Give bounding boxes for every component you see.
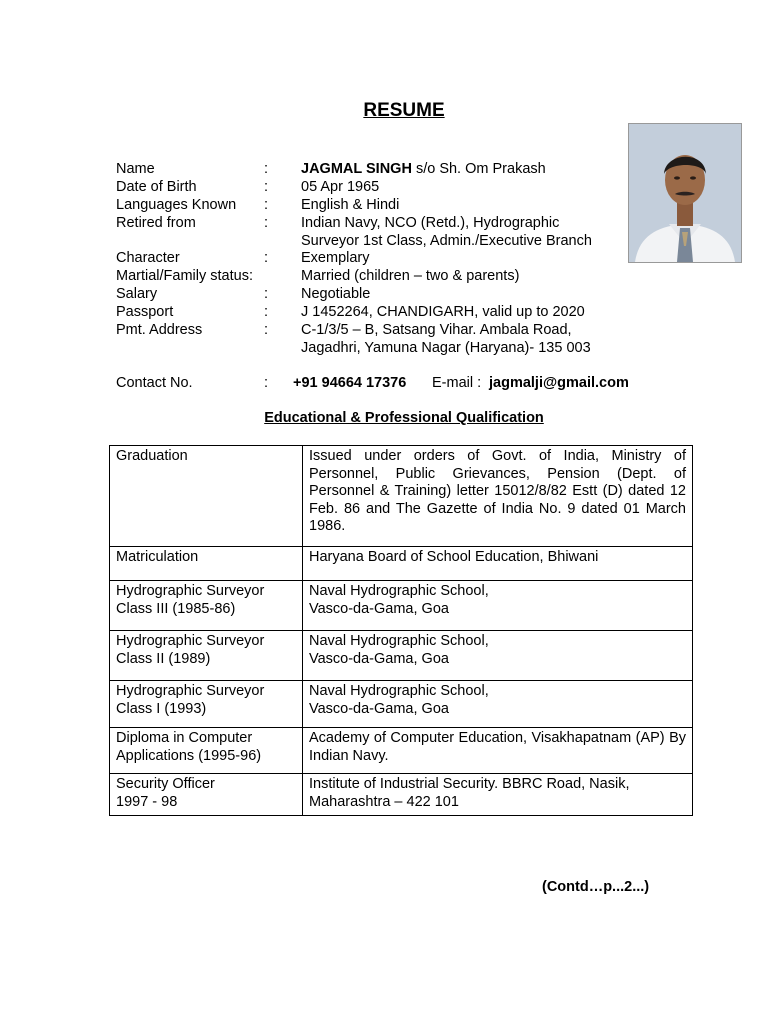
detail-line: Naval Hydrographic School, [309, 583, 489, 599]
detail-cell [303, 681, 693, 728]
course-line: Class I (1993) [116, 700, 207, 717]
contact-label: Contact No. [116, 375, 193, 391]
detail-line: Naval Hydrographic School, [309, 683, 489, 699]
course-line: Diploma in Computer [116, 730, 253, 746]
detail-cell [303, 581, 693, 631]
course-line: Class III (1985-86) [116, 600, 236, 617]
course-cell: Graduation [110, 446, 303, 547]
course-cell [110, 681, 303, 728]
passport-value: J 1452264, CHANDIGARH, valid up to 2020 [301, 304, 585, 320]
address-label: Pmt. Address [116, 322, 203, 338]
colon: : [264, 322, 269, 338]
address-value-line2: Jagadhri, Yamuna Nagar (Haryana)- 135 003 [301, 339, 591, 356]
phone-number: +91 94664 17376 [293, 375, 407, 391]
family-label: Martial/Family status: [116, 268, 253, 284]
course-cell [110, 774, 303, 816]
course-cell [110, 728, 303, 774]
address-value-line1: C-1/3/5 – B, Satsang Vihar. Ambala Road, [301, 322, 572, 338]
table-row [110, 728, 693, 774]
profile-photo [628, 123, 742, 263]
course-line: 1997 - 98 [116, 793, 178, 810]
course-line: Hydrographic Surveyor [116, 583, 265, 599]
name-rest: s/o Sh. Om Prakash [415, 161, 546, 177]
detail-cell [303, 774, 693, 816]
resume-title: RESUME [363, 100, 445, 121]
course-line: Applications (1995-96) [116, 747, 262, 764]
course-line: Security Officer [116, 776, 215, 792]
name-bold: JAGMAL SINGH [301, 161, 412, 177]
course-cell: Matriculation [110, 547, 303, 581]
table-row [110, 631, 693, 681]
table-row [110, 774, 693, 816]
retired-value-line2: Surveyor 1st Class, Admin./Executive Branch [301, 232, 592, 249]
course-cell [110, 631, 303, 681]
detail-line: Maharashtra – 422 101 [309, 793, 459, 810]
retired-label: Retired from [116, 215, 196, 231]
email-label: E-mail : [432, 375, 482, 391]
colon: : [264, 250, 269, 266]
retired-value-line1: Indian Navy, NCO (Retd.), Hydrographic [301, 215, 560, 231]
colon: : [264, 179, 269, 195]
languages-label: Languages Known [116, 197, 237, 213]
family-value: Married (children – two & parents) [301, 268, 520, 284]
course-line: Hydrographic Surveyor [116, 683, 265, 699]
course-cell [110, 581, 303, 631]
detail-line: Vasco-da-Gama, Goa [309, 700, 449, 717]
name-value [301, 161, 546, 179]
email-address: jagmalji@gmail.com [489, 375, 629, 391]
course-line: Class II (1989) [116, 650, 211, 667]
colon: : [264, 304, 269, 320]
detail-cell [303, 631, 693, 681]
detail-line: Naval Hydrographic School, [309, 633, 489, 649]
colon: : [264, 215, 269, 231]
character-label: Character [116, 250, 180, 266]
detail-line: Institute of Industrial Security. BBRC Road, Nasik, [309, 776, 630, 792]
colon: : [264, 197, 269, 213]
detail-cell: Issued under orders of Govt. of India, Ministry of Personnel, Public Grievances, Pension (Dept. of Personnel & Training) letter 15012/8/82 Estt (D) dated 12 Feb. 86 and The Gazette of India No. 9 dated 01 March 1986. [303, 446, 693, 547]
dob-value: 05 Apr 1965 [301, 179, 380, 195]
qualifications-table [109, 445, 693, 816]
detail-line: Vasco-da-Gama, Goa [309, 600, 449, 617]
detail-line: Vasco-da-Gama, Goa [309, 650, 449, 667]
qualifications-heading: Educational & Professional Qualification [264, 410, 544, 426]
languages-value: English & Hindi [301, 197, 400, 213]
continued-note: (Contd…p...2...) [542, 879, 650, 895]
table-row [110, 446, 693, 547]
detail-cell: Academy of Computer Education, Visakhapatnam (AP) By Indian Navy. [303, 728, 693, 774]
course-line: Hydrographic Surveyor [116, 633, 265, 649]
salary-value: Negotiable [301, 286, 371, 302]
colon: : [264, 286, 269, 302]
table-row [110, 681, 693, 728]
salary-label: Salary [116, 286, 158, 302]
table-row [110, 581, 693, 631]
passport-label: Passport [116, 304, 174, 320]
person-photo-icon [629, 124, 741, 262]
colon: : [264, 161, 269, 177]
name-label: Name [116, 161, 155, 177]
detail-cell: Haryana Board of School Education, Bhiwani [303, 547, 693, 581]
contact-row [116, 375, 629, 391]
dob-label: Date of Birth [116, 179, 197, 195]
colon: : [264, 375, 269, 391]
table-row [110, 547, 693, 581]
character-value: Exemplary [301, 250, 370, 266]
